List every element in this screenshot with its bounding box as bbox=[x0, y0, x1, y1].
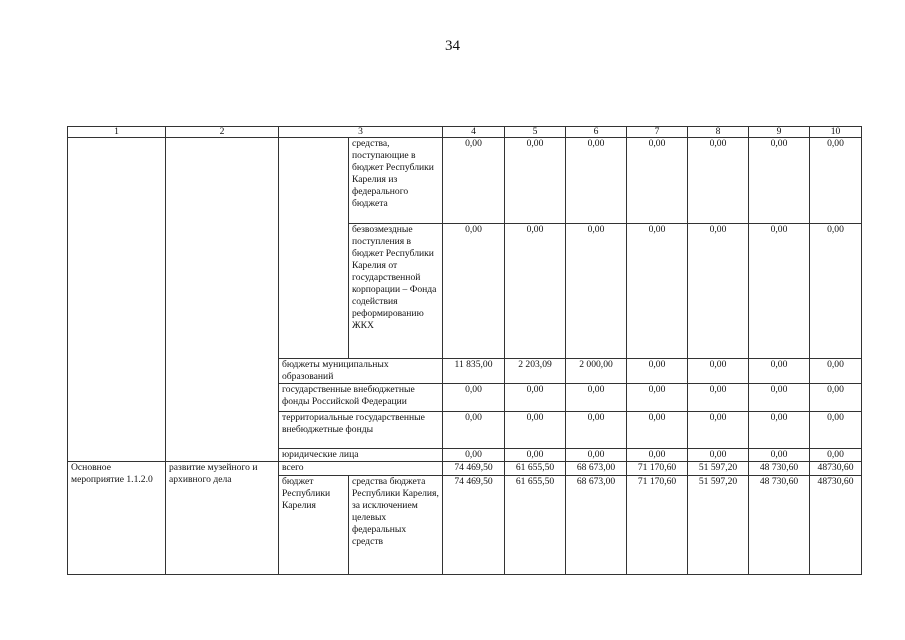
value-cell: 68 673,00 bbox=[566, 462, 627, 476]
value-cell: 68 673,00 bbox=[566, 476, 627, 575]
value-cell: 0,00 bbox=[505, 138, 566, 224]
value-cell: 0,00 bbox=[810, 138, 862, 224]
value-cell: 0,00 bbox=[749, 359, 810, 384]
value-cell: 0,00 bbox=[627, 224, 688, 359]
column-number: 5 bbox=[505, 127, 566, 138]
value-cell: 74 469,50 bbox=[443, 462, 505, 476]
value-cell: 0,00 bbox=[443, 449, 505, 462]
value-cell: 0,00 bbox=[566, 449, 627, 462]
value-cell: 0,00 bbox=[566, 384, 627, 412]
value-cell: 0,00 bbox=[627, 384, 688, 412]
value-cell: 51 597,20 bbox=[688, 462, 749, 476]
value-cell: 0,00 bbox=[688, 138, 749, 224]
activity-code: Основное мероприятие 1.1.2.0 bbox=[68, 462, 166, 575]
value-cell: 0,00 bbox=[443, 224, 505, 359]
source-label: бюджеты муниципальных образований bbox=[279, 359, 443, 384]
value-cell: 0,00 bbox=[566, 412, 627, 449]
value-cell: 48 730,60 bbox=[749, 462, 810, 476]
source-label: всего bbox=[279, 462, 443, 476]
column-number: 8 bbox=[688, 127, 749, 138]
value-cell: 0,00 bbox=[443, 384, 505, 412]
value-cell: 71 170,60 bbox=[627, 476, 688, 575]
value-cell: 0,00 bbox=[749, 412, 810, 449]
value-cell: 0,00 bbox=[627, 449, 688, 462]
value-cell: 0,00 bbox=[627, 138, 688, 224]
value-cell: 61 655,50 bbox=[505, 462, 566, 476]
value-cell: 0,00 bbox=[443, 412, 505, 449]
source-label: государственные внебюджетные фонды Российской Федерации bbox=[279, 384, 443, 412]
activity-name: развитие музейного и архивного дела bbox=[166, 462, 279, 575]
value-cell: 0,00 bbox=[688, 224, 749, 359]
value-cell: 0,00 bbox=[505, 224, 566, 359]
value-cell: 0,00 bbox=[810, 224, 862, 359]
value-cell: 2 000,00 bbox=[566, 359, 627, 384]
table-row bbox=[68, 462, 862, 476]
value-cell: 0,00 bbox=[627, 412, 688, 449]
table-row bbox=[68, 138, 862, 224]
value-cell: 0,00 bbox=[810, 449, 862, 462]
value-cell: 0,00 bbox=[443, 138, 505, 224]
value-cell: 0,00 bbox=[749, 138, 810, 224]
empty-cell bbox=[68, 138, 166, 462]
source-label: средства, поступающие в бюджет Республики Карелия из федерального бюджета bbox=[349, 138, 443, 224]
value-cell: 0,00 bbox=[688, 359, 749, 384]
value-cell: 71 170,60 bbox=[627, 462, 688, 476]
value-cell: 0,00 bbox=[810, 412, 862, 449]
value-cell: 0,00 bbox=[810, 359, 862, 384]
budget-table bbox=[67, 126, 862, 575]
value-cell: 48730,60 bbox=[810, 462, 862, 476]
source-label: средства бюджета Республики Карелия, за исключением целевых федеральных средств bbox=[349, 476, 443, 575]
source-label: юридические лица bbox=[279, 449, 443, 462]
budget-label: бюджет Республики Карелия bbox=[279, 476, 349, 575]
value-cell: 0,00 bbox=[566, 138, 627, 224]
value-cell: 2 203,09 bbox=[505, 359, 566, 384]
column-number: 7 bbox=[627, 127, 688, 138]
value-cell: 0,00 bbox=[505, 449, 566, 462]
value-cell: 61 655,50 bbox=[505, 476, 566, 575]
empty-cell bbox=[279, 138, 349, 359]
source-label: территориальные государственные внебюджетные фонды bbox=[279, 412, 443, 449]
column-number: 1 bbox=[68, 127, 166, 138]
page-number: 34 bbox=[445, 38, 460, 54]
value-cell: 0,00 bbox=[688, 449, 749, 462]
value-cell: 0,00 bbox=[627, 359, 688, 384]
column-number: 3 bbox=[279, 127, 443, 138]
value-cell: 48730,60 bbox=[810, 476, 862, 575]
column-number: 10 bbox=[810, 127, 862, 138]
value-cell: 0,00 bbox=[688, 384, 749, 412]
value-cell: 0,00 bbox=[505, 384, 566, 412]
value-cell: 48 730,60 bbox=[749, 476, 810, 575]
column-number: 9 bbox=[749, 127, 810, 138]
value-cell: 0,00 bbox=[688, 412, 749, 449]
value-cell: 0,00 bbox=[505, 412, 566, 449]
value-cell: 11 835,00 bbox=[443, 359, 505, 384]
value-cell: 0,00 bbox=[749, 224, 810, 359]
value-cell: 0,00 bbox=[810, 384, 862, 412]
value-cell: 0,00 bbox=[566, 224, 627, 359]
column-number: 4 bbox=[443, 127, 505, 138]
source-label: безвозмездные поступления в бюджет Республики Карелия от государственной корпорации – Фонда содействия реформированию ЖКХ bbox=[349, 224, 443, 359]
value-cell: 51 597,20 bbox=[688, 476, 749, 575]
column-number-row bbox=[68, 127, 862, 138]
column-number: 2 bbox=[166, 127, 279, 138]
value-cell: 0,00 bbox=[749, 449, 810, 462]
value-cell: 0,00 bbox=[749, 384, 810, 412]
empty-cell bbox=[166, 138, 279, 462]
column-number: 6 bbox=[566, 127, 627, 138]
value-cell: 74 469,50 bbox=[443, 476, 505, 575]
